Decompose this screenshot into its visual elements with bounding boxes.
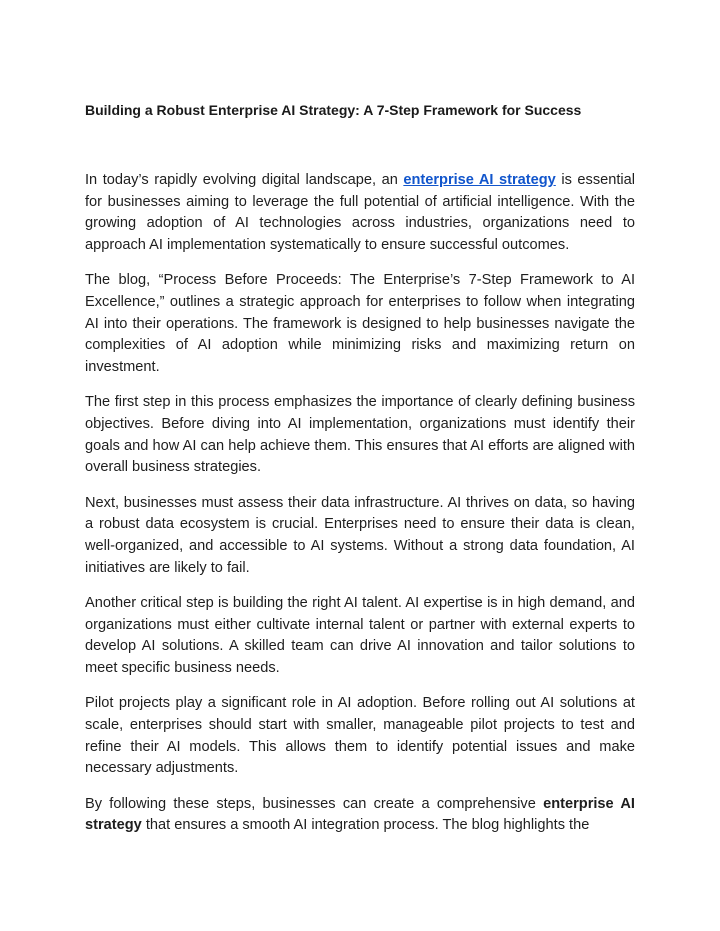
paragraph-step-objectives: The first step in this process emphasizes the importance of clearly defining business objectives. Before diving into AI implementation, organizations must identify their goals and how AI can help achieve them. This ensures that AI efforts are aligned with overall business strategies.: [85, 394, 635, 476]
paragraph-step-pilot: Pilot projects play a significant role in AI adoption. Before rolling out AI solutions at scale, enterprises should start with smaller, manageable pilot projects to test and refine their AI models. This allows them to identify potential issues and make necessary adjustments.: [85, 695, 635, 777]
paragraph-conclusion: [85, 794, 635, 837]
paragraph-step-data: Next, businesses must assess their data infrastructure. AI thrives on data, so having a robust data ecosystem is crucial. Enterprises need to ensure their data is clean, well-organized, and accessible to AI systems. Without a strong data foundation, AI initiatives are likely to fail.: [85, 494, 635, 576]
document-body: [85, 170, 635, 851]
paragraph-conclusion-bold-term: enterprise AI strategy: [85, 795, 635, 834]
document-title: Building a Robust Enterprise AI Strategy: A 7-Step Framework for Success: [85, 102, 582, 118]
paragraph-conclusion-text-before: By following these steps, businesses can create a comprehensive: [85, 795, 544, 812]
paragraph-conclusion-text-after: that ensures a smooth AI integration process. The blog highlights the: [141, 817, 590, 834]
paragraph-intro: [85, 170, 635, 256]
paragraph-intro-text-before: In today’s rapidly evolving digital landscape, an: [85, 172, 404, 188]
paragraph-blog-overview: The blog, “Process Before Proceeds: The Enterprise’s 7-Step Framework to AI Excellence,” outlines a strategic approach for enterprises to follow when integrating AI into their operations. The framework is designed to help businesses navigate the complexities of AI adoption while minimizing risks and maximizing return on investment.: [85, 272, 635, 375]
paragraph-intro-text-after: is essential for businesses aiming to leverage the full potential of artificial intelligence. With the growing adoption of AI technologies across industries, organizations need to approach AI implementation systematically to ensure successful outcomes.: [85, 172, 636, 253]
enterprise-ai-strategy-link[interactable]: enterprise AI strategy: [403, 172, 556, 188]
paragraph-step-talent: Another critical step is building the right AI talent. AI expertise is in high demand, and organizations must either cultivate internal talent or partner with external experts to develop AI solutions. A skilled team can drive AI innovation and tailor solutions to meet specific business needs.: [85, 595, 635, 676]
